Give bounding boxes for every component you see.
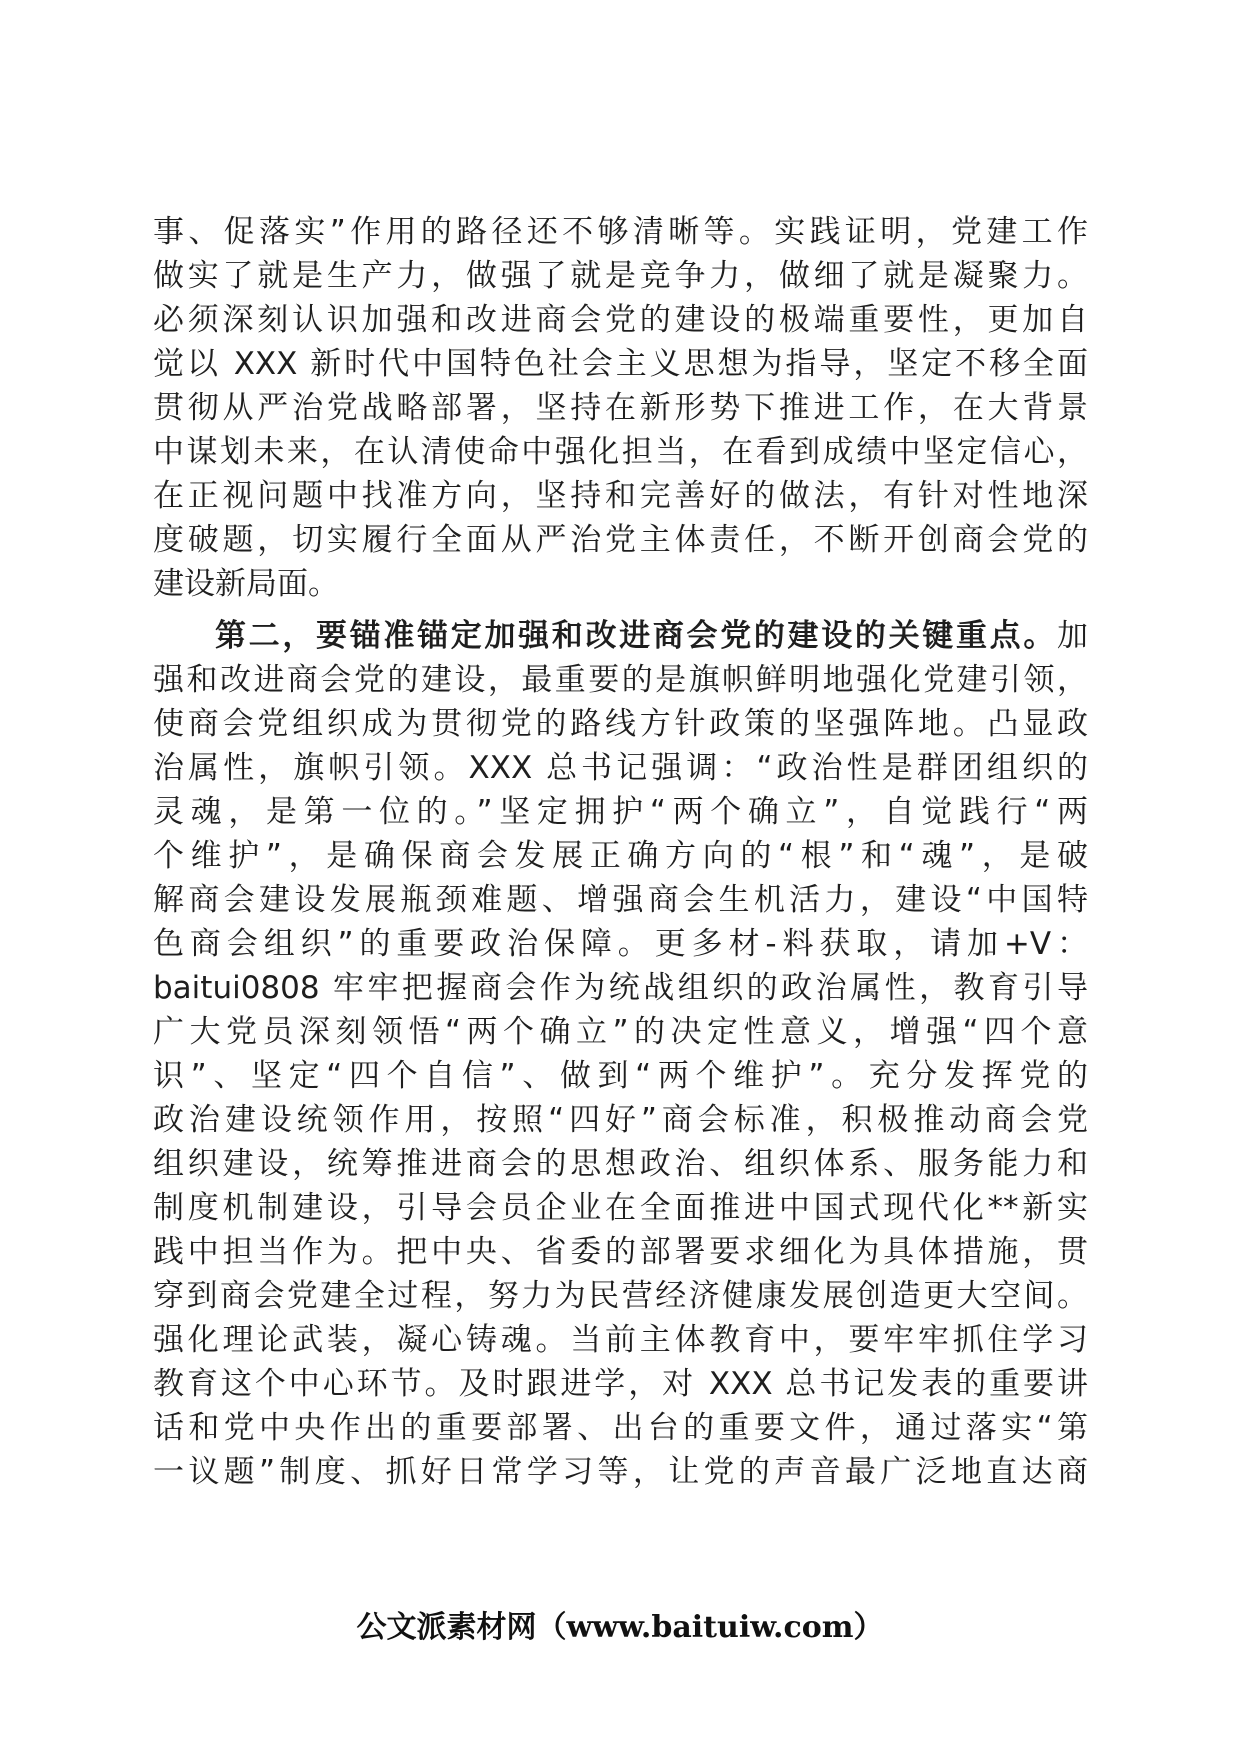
document-body [153,210,1088,1494]
text-line: 解商会建设发展瓶颈难题、增强商会生机活力，建设“中国特 [153,882,1088,918]
text-line: baitui0808 牢牢把握商会作为统战组织的政治属性，教育引导 [153,970,1088,1006]
text-line: 话和党中央作出的重要部署、出台的重要文件，通过落实“第 [153,1410,1088,1446]
text-line: 使商会党组织成为贯彻党的路线方针政策的坚强阵地。凸显政 [153,706,1088,742]
text-line: 践中担当作为。把中央、省委的部署要求细化为具体措施，贯 [153,1234,1088,1270]
text-line: 政治建设统领作用，按照“四好”商会标准，积极推动商会党 [153,1102,1088,1138]
text-line: 强和改进商会党的建设，最重要的是旗帜鲜明地强化党建引领， [153,662,1088,698]
paragraph-1 [153,210,1088,606]
text-line: 做实了就是生产力，做强了就是竞争力，做细了就是凝聚力。 [153,258,1088,294]
paragraph-spacer [153,606,1088,614]
page-footer: 公文派素材网（www.baituiw.com） [356,1610,884,1645]
paragraph-first-line [153,614,1088,658]
text-line: 教育这个中心环节。及时跟进学，对 XXX 总书记发表的重要讲 [153,1366,1088,1402]
text-line: 在正视问题中找准方向，坚持和完善好的做法，有针对性地深 [153,478,1088,514]
text-line: 必须深刻认识加强和改进商会党的建设的极端重要性，更加自 [153,302,1088,338]
text-line: 度破题，切实履行全面从严治党主体责任，不断开创商会党的 [153,522,1088,558]
text-line: 制度机制建设，引导会员企业在全面推进中国式现代化**新实 [153,1190,1088,1226]
text-line: 组织建设，统筹推进商会的思想政治、组织体系、服务能力和 [153,1146,1088,1182]
text-line: 觉以 XXX 新时代中国特色社会主义思想为指导，坚定不移全面 [153,346,1088,382]
text-line: 一议题”制度、抓好日常学习等，让党的声音最广泛地直达商 [153,1454,1088,1490]
text-line: 个维护”，是确保商会发展正确方向的“根”和“魂”，是破 [153,838,1088,874]
text-line: 穿到商会党建全过程，努力为民营经济健康发展创造更大空间。 [153,1278,1088,1314]
text-line: 中谋划未来，在认清使命中强化担当，在看到成绩中坚定信心， [153,434,1088,470]
text-line: 灵魂，是第一位的。”坚定拥护“两个确立”，自觉践行“两 [153,794,1088,830]
paragraph-2 [153,614,1088,1494]
heading-trailing-text: 加 [1057,618,1088,654]
text-line: 建设新局面。 [153,566,339,602]
text-line: 贯彻从严治党战略部署，坚持在新形势下推进工作，在大背景 [153,390,1088,426]
text-line: 识”、坚定“四个自信”、做到“两个维护”。充分发挥党的 [153,1058,1088,1094]
section-heading: 第二，要锚准锚定加强和改进商会党的建设的关键重点。 [215,618,1057,654]
text-line: 广大党员深刻领悟“两个确立”的决定性意义，增强“四个意 [153,1014,1088,1050]
text-line: 事、促落实”作用的路径还不够清晰等。实践证明，党建工作 [153,214,1088,250]
text-line: 治属性，旗帜引领。XXX 总书记强调：“政治性是群团组织的 [153,750,1088,786]
text-line: 强化理论武装，凝心铸魂。当前主体教育中，要牢牢抓住学习 [153,1322,1088,1358]
text-line: 色商会组织”的重要政治保障。更多材-料获取，请加+V： [153,926,1088,962]
